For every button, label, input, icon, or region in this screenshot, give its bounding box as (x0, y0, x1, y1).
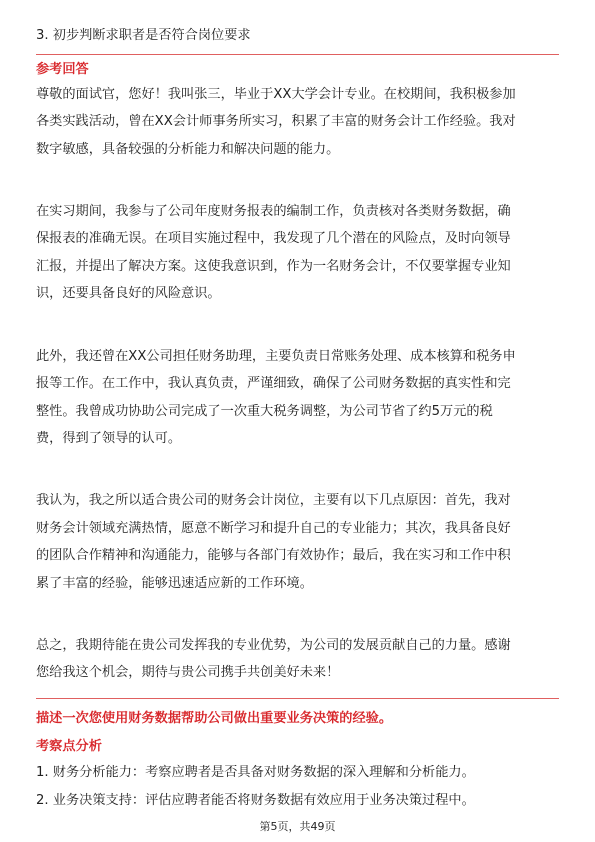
answer-label: 参考回答 (36, 62, 89, 77)
answer-line: 识，还要具备良好的风险意识。 (36, 286, 221, 301)
question-heading: 3. 初步判断求职者是否符合岗位要求 (36, 28, 251, 43)
answer-line: 此外，我还曾在XX公司担任财务助理，主要负责日常账务处理、成本核算和税务申 (36, 349, 516, 364)
next-question-heading: 描述一次您使用财务数据帮助公司做出重要业务决策的经验。 (36, 711, 393, 726)
answer-line: 报等工作。在工作中，我认真负责，严谨细致，确保了公司财务数据的真实性和完 (36, 376, 511, 391)
answer-line: 在实习期间，我参与了公司年度财务报表的编制工作，负责核对各类财务数据，确 (36, 204, 511, 219)
answer-line: 各类实践活动，曾在XX会计师事务所实习，积累了丰富的财务会计工作经验。我对 (36, 114, 516, 129)
section-divider (36, 54, 559, 55)
answer-line: 尊敬的面试官，您好！我叫张三，毕业于XX大学会计专业。在校期间，我积极参加 (36, 87, 516, 102)
answer-line: 保报表的准确无误。在项目实施过程中，我发现了几个潜在的风险点，及时向领导 (36, 231, 511, 246)
answer-line: 数字敏感，具备较强的分析能力和解决问题的能力。 (36, 142, 340, 157)
section-divider (36, 698, 559, 699)
analysis-item: 1. 财务分析能力：考察应聘者是否具备对财务数据的深入理解和分析能力。 (36, 765, 475, 780)
answer-line: 整性。我曾成功协助公司完成了一次重大税务调整，为公司节省了约5万元的税 (36, 404, 493, 419)
answer-line: 我认为，我之所以适合贵公司的财务会计岗位，主要有以下几点原因：首先，我对 (36, 493, 511, 508)
answer-line: 累了丰富的经验，能够迅速适应新的工作环境。 (36, 576, 313, 591)
answer-line: 财务会计领域充满热情，愿意不断学习和提升自己的专业能力；其次，我具备良好 (36, 521, 511, 536)
analysis-label: 考察点分析 (36, 739, 102, 754)
answer-line: 汇报，并提出了解决方案。这使我意识到，作为一名财务会计，不仅要掌握专业知 (36, 259, 511, 274)
answer-line: 的团队合作精神和沟通能力，能够与各部门有效协作；最后，我在实习和工作中积 (36, 548, 511, 563)
answer-line: 您给我这个机会，期待与贵公司携手共创美好未来！ (36, 665, 340, 680)
analysis-item: 2. 业务决策支持：评估应聘者能否将财务数据有效应用于业务决策过程中。 (36, 793, 475, 808)
page-footer: 第5页，共49页 (259, 820, 336, 833)
answer-line: 费，得到了领导的认可。 (36, 431, 182, 446)
answer-line: 总之，我期待能在贵公司发挥我的专业优势，为公司的发展贡献自己的力量。感谢 (36, 638, 511, 653)
